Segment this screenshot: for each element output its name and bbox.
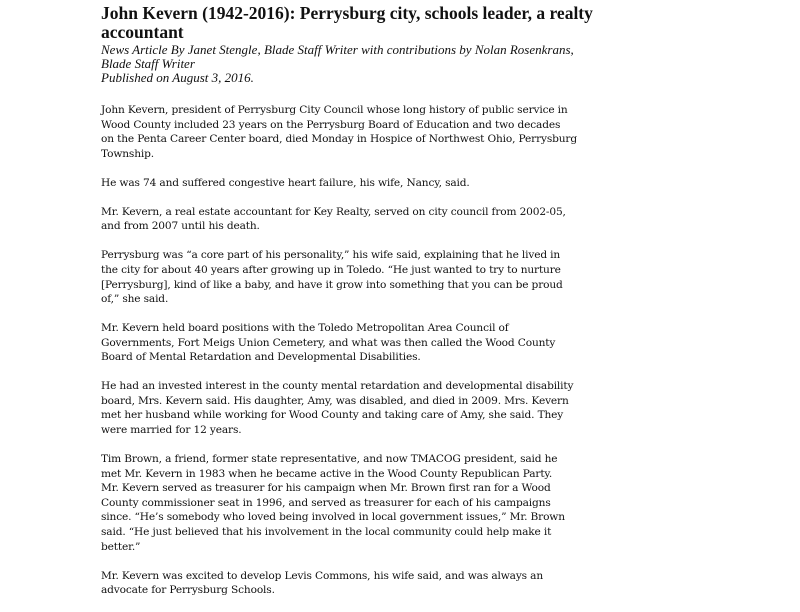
paragraph bbox=[101, 452, 621, 554]
title-line: John Kevern (1942-2016): Perrysburg city, schools leader, a realty bbox=[101, 3, 593, 23]
paragraph-line: Mr. Kevern, a real estate accountant for Key Realty, served on city council from 2002-05, bbox=[101, 205, 566, 218]
paragraph bbox=[101, 248, 621, 306]
paragraph-line: [Perrysburg], kind of like a baby, and have it grow into something that you can be proud bbox=[101, 278, 563, 291]
paragraph-line: Perrysburg was “a core part of his personality,” his wife said, explaining that he lived in bbox=[101, 249, 561, 262]
article-title bbox=[101, 4, 621, 42]
paragraph-line: met her husband while working for Wood County and taking care of Amy, she said. They bbox=[101, 409, 564, 422]
paragraph-line: were married for 12 years. bbox=[101, 424, 242, 437]
paragraph-line: County commissioner seat in 1996, and served as treasurer for each of his campaigns bbox=[101, 496, 551, 509]
paragraph bbox=[101, 379, 621, 437]
paragraph-line: Governments, Fort Meigs Union Cemetery, and what was then called the Wood County bbox=[101, 336, 556, 349]
byline-line: Blade Staff Writer bbox=[101, 56, 195, 71]
paragraph-line: advocate for Perrysburg Schools. bbox=[101, 584, 275, 597]
paragraph bbox=[101, 103, 621, 161]
paragraph-line: the city for about 40 years after growing up in Toledo. “He just wanted to try to nurture bbox=[101, 263, 561, 276]
paragraph-line: said. “He just believed that his involvement in the local community could help make it bbox=[101, 526, 552, 538]
paragraph bbox=[101, 176, 621, 191]
paragraph-line: since. “He’s somebody who loved being involved in local government issues,” Mr. Brown bbox=[101, 511, 565, 524]
paragraph bbox=[101, 569, 621, 598]
paragraph-line: better.” bbox=[101, 540, 141, 553]
paragraph-line: Township. bbox=[101, 147, 154, 160]
article bbox=[101, 4, 621, 612]
published-date: Published on August 3, 2016. bbox=[101, 70, 254, 85]
paragraph bbox=[101, 321, 621, 365]
paragraph-line: Board of Mental Retardation and Developmental Disabilities. bbox=[101, 351, 421, 364]
byline bbox=[101, 43, 621, 85]
paragraph-line: on the Penta Career Center board, died Monday in Hospice of Northwest Ohio, Perrysburg bbox=[101, 133, 577, 146]
paragraph-line: board, Mrs. Kevern said. His daughter, Amy, was disabled, and died in 2009. Mrs. Kevern bbox=[101, 394, 569, 407]
paragraph-line: Wood County included 23 years on the Perrysburg Board of Education and two decades bbox=[101, 118, 561, 131]
paragraph-line: Mr. Kevern served as treasurer for his campaign when Mr. Brown first ran for a Wood bbox=[101, 482, 551, 495]
title-line: accountant bbox=[101, 22, 184, 42]
paragraph-line: Tim Brown, a friend, former state representative, and now TMACOG president, said he bbox=[101, 453, 558, 466]
paragraph-line: John Kevern, president of Perrysburg City Council whose long history of public service in bbox=[101, 104, 568, 116]
paragraph-line: Mr. Kevern was excited to develop Levis Commons, his wife said, and was always an bbox=[101, 569, 543, 582]
paragraph-line: He was 74 and suffered congestive heart failure, his wife, Nancy, said. bbox=[101, 176, 470, 189]
paragraph-line: He had an invested interest in the county mental retardation and developmental disability bbox=[101, 380, 574, 393]
paragraph-line: met Mr. Kevern in 1983 when he became active in the Wood County Republican Party. bbox=[101, 467, 553, 480]
paragraph bbox=[101, 205, 621, 234]
byline-line: News Article By Janet Stengle, Blade Staff Writer with contributions by Nolan Rosenkrans, bbox=[101, 42, 574, 57]
paragraph-line: and from 2007 until his death. bbox=[101, 220, 260, 233]
paragraph-line: of,” she said. bbox=[101, 293, 169, 306]
paragraph-line: Mr. Kevern held board positions with the Toledo Metropolitan Area Council of bbox=[101, 322, 509, 335]
article-body bbox=[101, 103, 621, 598]
